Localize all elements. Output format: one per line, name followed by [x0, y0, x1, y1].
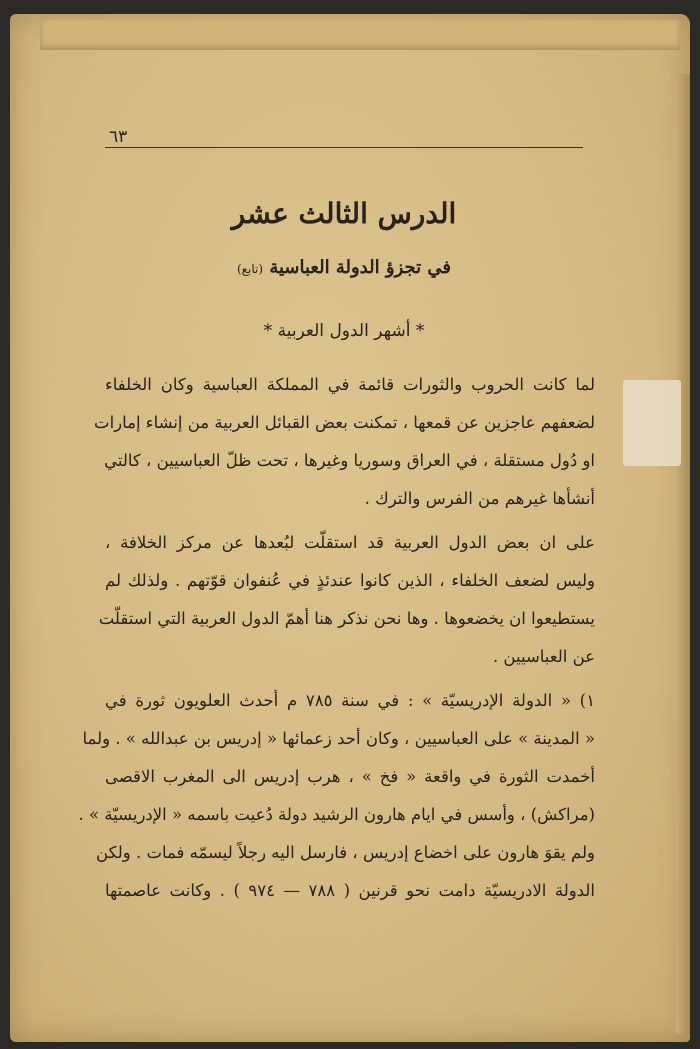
text-line: (مراكش) ، وأسس في ايام هارون الرشيد دولة دُعيت باسمه « الإدريسيّة » . [78, 805, 595, 824]
subtitle-main: في تجزؤ الدولة العباسية [269, 257, 452, 278]
subtitle-note: (تابع) [236, 262, 264, 276]
lesson-subtitle [105, 257, 583, 278]
text-line: الدولة الادريسيّة دامت نحو قرنين ( ٧٨٨ — ٩٧٤ ) . وكانت عاصمتها [105, 881, 595, 900]
text-line: عن العباسيين . [492, 647, 595, 666]
text-line: لما كانت الحروب والثورات قائمة في المملكة العباسية وكان الخلفاء [105, 375, 595, 394]
lesson-title: الدرس الثالث عشر [231, 197, 457, 230]
text-line: لضعفهم عاجزين عن قمعها ، تمكنت بعض القبائل العربية من إنشاء إمارات [94, 413, 595, 432]
page-stack-edge [40, 20, 680, 50]
text-line: يستطيعوا ان يخضعوها . وها نحن نذكر هنا أهمّ الدول العربية التي استقلّت [98, 609, 595, 628]
page-number: ٦٣ [109, 127, 128, 147]
section-heading: * أشهر الدول العربية * [263, 321, 425, 341]
book-page [10, 14, 690, 1042]
text-line: ١) « الدولة الإدريسيّة » : في سنة ٧٨٥ م أحدث العلويون ثورة في [105, 691, 595, 710]
text-line: او دُول مستقلة ، في العراق وسوريا وغيرها ، تحت ظلّ العباسيين ، كالتي [104, 451, 595, 470]
text-line: أخمدت الثورة في واقعة « فخ » ، هرب إدريس الى المغرب الاقصى [105, 767, 595, 786]
page-header-rule [105, 127, 583, 148]
text-line: على ان بعض الدول العربية قد استقلّت لبُعدها عن مركز الخلافة ، [105, 533, 595, 552]
text-line: أنشأها غيرهم من الفرس والترك . [364, 489, 595, 508]
page-right-edge [676, 74, 690, 1034]
text-line: وليس لضعف الخلفاء ، الذين كانوا عندئذٍ في عُنفوان قوّتهم . ولذلك لم [105, 571, 595, 590]
text-line: « المدينة » على العباسيين ، وكان أحد زعمائها « إدريس بن عبدالله » . ولما [82, 729, 595, 748]
text-line: ولم يقوَ هارون على اخضاع إدريس ، فارسل اليه رجلاً ليسمّه فمات . ولكن [96, 843, 595, 862]
paper-patch [623, 380, 681, 466]
